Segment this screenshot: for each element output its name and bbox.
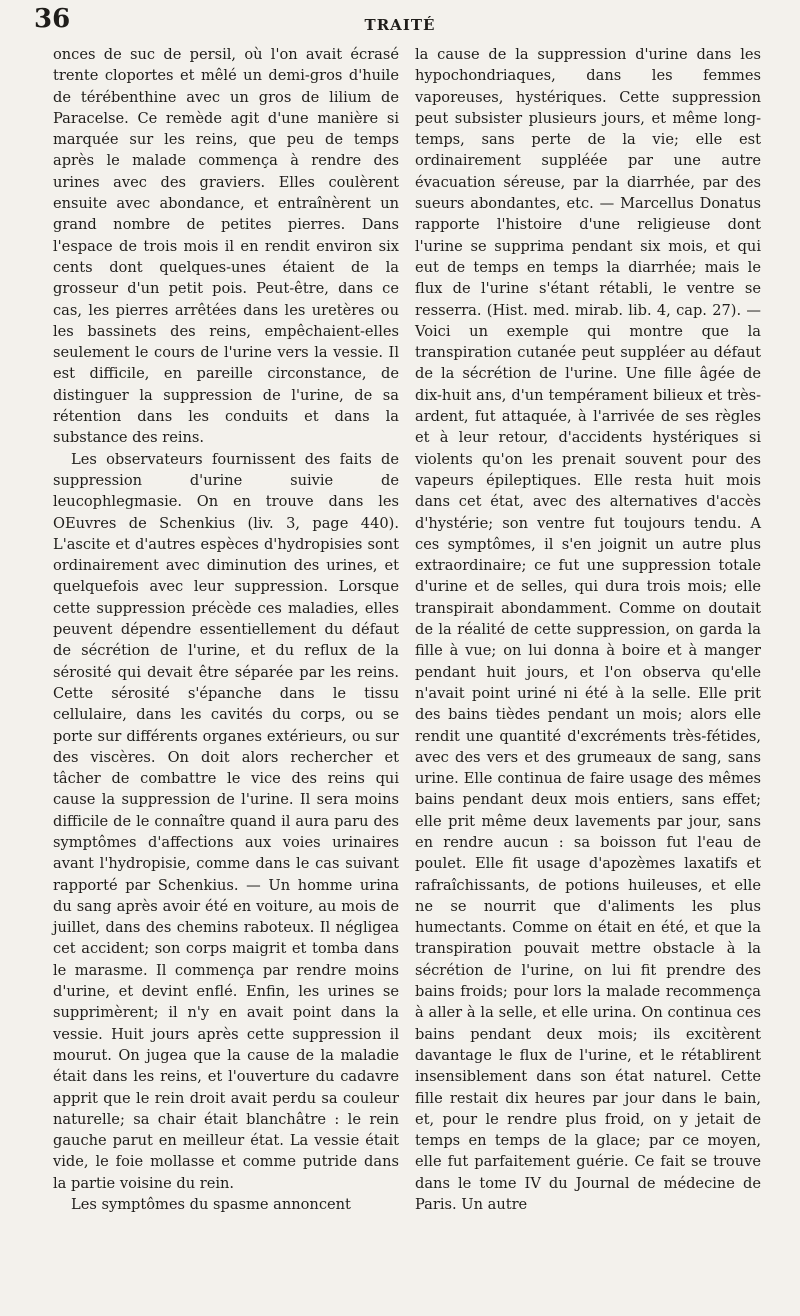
paragraph: Les symptômes du spasme annoncent — [71, 1196, 351, 1214]
paragraph: la cause de la suppression d'urine dans les hypochondriaques, dans les femmes vaporeuses, hystériques. Cette suppression peut subsister plusieurs jours, et même long-temps, sans perte de la vie; elle est ordinairement suppléée par une autre évacuation séreuse, par la diarrhée, par des sueurs abondantes, etc. — Marcellus Donatus rapporte l'histoire d'une religieuse dont l'urine se supprima pendant six mois, et qui eut de temps en temps la diarrhée; mais le flux de l'urine s'étant rétabli, le ventre se resserra. (Hist. med. mirab. lib. 4, cap. 27). — Voici un exemple qui montre que la transpiration cutanée peut suppléer au défaut de la sécrétion de l'urine. Une fille âgée de dix-huit ans, d'un tempérament bilieux et très-ardent, fut attaquée, à l'arrivée de ses règles et à leur retour, d'accidents hystériques si violents qu'on les prenait souvent pour des vapeurs épileptiques. Elle resta huit mois dans cet état, avec des alternatives d'accès d'hystérie; son ventre fut toujours tendu. A ces symptômes, il s'en joignit un autre plus extraordinaire; ce fut une suppression totale d'urine et de selles, qui dura trois mois; elle transpirait abondamment. Comme on doutait de la réalité de cette suppression, on garda la fille à vue; on lui donna à boire et à manger pendant huit jours, et l'on observa qu'elle n'avait point uriné ni été à la selle. Elle prit des bains tièdes pendant un mois; alors elle rendit une quantité d'excréments très-fétides, avec des vers et des grumeaux de sang, sans urine. Elle continua de faire usage des mêmes bains pendant deux mois entiers, sans effet; elle prit même deux lavements par jour, sans en rendre aucun : sa boisson fut l'eau de poulet. Elle fit usage d'apozèmes laxatifs et rafraîchissants, de potions huileuses, et elle ne se nourrit que d'aliments les plus humectants. Comme on était en été, et que la transpiration pouvait mettre obstacle à la sécrétion de l'urine, on lui fit prendre des bains froids; pour lors la malade recommença à aller à la selle, et elle urina. On continua ces bains pendant deux mois; ils excitèrent davantage le flux de l'urine, et le rétablirent insensiblement dans son état naturel. Cette fille restait dix heures par jour dans le bain, et, pour le rendre plus froid, on y jetait de temps en temps de la glace; par ce moyen, elle fut parfaitement guérie. Ce fait se trouve dans le tome IV du Journal de médecine de Paris. Un autre — [415, 46, 761, 1214]
paragraph: Les observateurs fournissent des faits de suppression d'urine suivie de leucophlegmasie. On en trouve dans les OEuvres de Schenkius (liv. 3, page 440). L'ascite et d'autres espèces d'hydropisies sont ordinairement avec diminution des urines, et quelquefois avec leur suppression. Lorsque cette suppression précède ces maladies, elles peuvent dépendre essentiellement du défaut de sécrétion de l'urine, et du reflux de la sérosité qui devait être séparée par les reins. Cette sérosité s'épanche dans le tissu cellulaire, dans les cavités du corps, ou se porte sur différents organes extérieurs, ou sur des viscères. On doit alors rechercher et tâcher de combattre le vice des reins qui cause la suppression de l'urine. Il sera moins difficile de le connaître quand il aura paru des symptômes d'affections aux voies urinaires avant l'hydropisie, comme dans le cas suivant rapporté par Schenkius. — Un homme urina du sang après avoir été en voiture, au mois de juillet, dans des chemins raboteux. Il négligea cet accident; son corps maigrit et tomba dans le marasme. Il commença par rendre moins d'urine, et devint enflé. Enfin, les urines se supprimèrent; il n'y en avait point dans la vessie. Huit jours après cette suppression il mourut. On jugea que la cause de la maladie était dans les reins, et l'ouverture du cadavre apprit que le rein droit avait perdu sa couleur naturelle; sa chair était blanchâtre : le rein gauche parut en meilleur état. La vessie était vide, le foie mollasse et comme putride dans la partie voisine du rein. — [53, 450, 399, 1192]
running-head: TRAITÉ — [364, 16, 436, 34]
right-column — [415, 44, 761, 1215]
paragraph: onces de suc de persil, où l'on avait écrasé trente cloportes et mêlé un demi-gros d'huile de térébenthine avec un gros de lilium de Paracelse. Ce remède agit d'une manière si marquée sur les reins, que peu de temps après le malade commença à rendre des urines avec des graviers. Elles coulèrent ensuite avec abondance, et entraînèrent un grand nombre de petites pierres. Dans l'espace de trois mois il en rendit environ six cents dont quelques-unes étaient de la grosseur d'un petit pois. Peut-être, dans ce cas, les pierres arrêtées dans les uretères ou les bassinets des reins, empêchaient-elles seulement le cours de l'urine vers la vessie. Il est difficile, en pareille circonstance, de distinguer la suppression de l'urine, de sa rétention dans les conduits et dans la substance des reins. — [53, 46, 399, 447]
left-column — [53, 44, 399, 1215]
page-number: 36 — [34, 4, 71, 34]
